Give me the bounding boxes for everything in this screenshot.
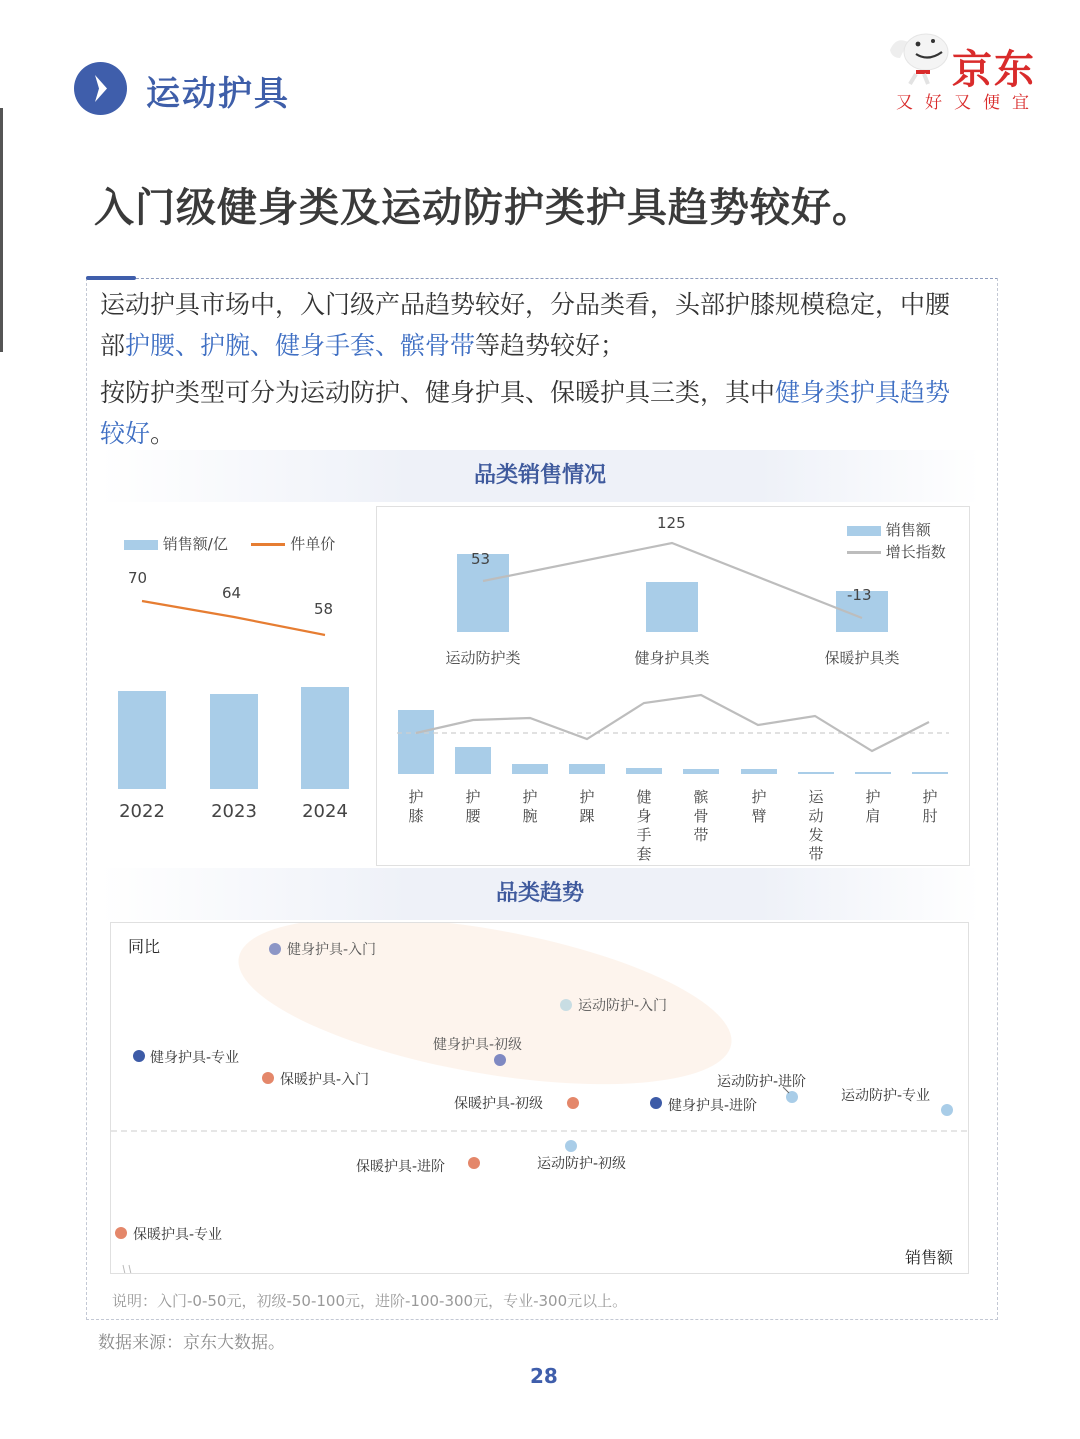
data-source: 数据来源：京东大数据。 (98, 1333, 285, 1353)
jd-mascot-icon (886, 30, 952, 90)
jd-logo-text: 京东 (952, 47, 1036, 93)
subcategory-label: 护膝 (408, 788, 424, 825)
year-label: 2023 (211, 801, 257, 822)
intro-text-plain: 运动护具市场中，入门级产品趋势较好，分品类看，头部护膝规模稳定，中腰部 (100, 290, 951, 360)
yearly-sales-chart (100, 505, 370, 845)
intro-paragraph-2 (100, 372, 970, 454)
section-trend-header (100, 868, 980, 920)
subcategory-label: 健身手套 (636, 788, 652, 863)
year-label: 2024 (302, 801, 348, 822)
price-label-2024: 58 (314, 600, 334, 618)
yearly-chart-plot (100, 505, 370, 845)
category-label: 健身护具类 (634, 649, 710, 667)
subcategory-label: 护踝 (579, 788, 595, 825)
subcategory-label: 护腰 (465, 788, 481, 825)
trend-scatter-chart (110, 922, 969, 1274)
price-tier-note: 说明：入门-0-50元，初级-50-100元，进阶-100-300元，专业-300元以上。 (112, 1292, 628, 1310)
jd-logo-slogan: 又好又便宜 (896, 93, 1041, 113)
legend-item-growth (847, 541, 946, 563)
scatter-point-label: 运动防护-入门 (578, 998, 668, 1014)
legend-line-label: 增长指数 (885, 543, 946, 561)
year-label: 2022 (119, 801, 165, 822)
category-label: 运动防护类 (445, 649, 521, 667)
scatter-point-label: 保暖护具-入门 (280, 1072, 370, 1088)
legend-line-swatch (847, 551, 881, 554)
scatter-point-label: 运动防护-初级 (537, 1156, 627, 1172)
scatter-point-label: 保暖护具-专业 (133, 1227, 223, 1243)
intro-text-plain: 。 (150, 419, 176, 448)
page-title: 入门级健身类及运动防护类护具趋势较好。 (94, 185, 873, 231)
page-number: 28 (530, 1364, 558, 1388)
subcategory-label: 护肩 (865, 788, 881, 825)
section-sales-header (100, 450, 980, 502)
growth-label-warm: -13 (847, 586, 872, 604)
price-label-2023: 64 (222, 584, 242, 602)
legend-item-sales (847, 519, 946, 541)
growth-label-fitness: 125 (657, 514, 686, 532)
intro-text-plain: 等趋势较好； (475, 331, 626, 360)
legend-bar-label: 销售额 (885, 521, 931, 539)
subcategory-label: 护腕 (522, 788, 538, 825)
intro-text-plain: 按防护类型可分为运动防护、健身护具、保暖护具三类，其中 (100, 378, 776, 407)
growth-label-sports: 53 (471, 550, 491, 568)
section-sales-title: 品类销售情况 (473, 463, 606, 488)
page-edge-rule (0, 108, 3, 352)
subcategory-label: 护臂 (751, 788, 767, 825)
x-axis-label: 销售额 (905, 1248, 954, 1267)
legend-bar-label: 销售额/亿 (162, 535, 228, 553)
price-label-2022: 70 (128, 569, 148, 587)
category-sales-box (376, 506, 970, 866)
subcategory-label: 护肘 (922, 788, 938, 825)
category-label: 保暖护具类 (824, 649, 900, 667)
scatter-point-label: 健身护具-入门 (287, 942, 377, 958)
section-trend-title: 品类趋势 (495, 881, 584, 906)
scatter-point-label: 保暖护具-进阶 (356, 1159, 446, 1175)
scatter-point-label: 健身护具-专业 (150, 1050, 240, 1066)
panel-accent-tab (86, 276, 136, 280)
intro-paragraph-1 (100, 284, 970, 366)
subcategory-label: 髌骨带 (693, 788, 709, 844)
scatter-point-label: 运动防护-进阶 (717, 1074, 807, 1090)
legend-line-label: 件单价 (290, 535, 336, 553)
legend-bar-swatch (847, 526, 881, 536)
chart2-legend (847, 519, 946, 563)
intro-text (100, 284, 970, 454)
scatter-point-label: 运动防护-专业 (841, 1088, 931, 1104)
chevron-right-icon (74, 62, 127, 115)
scatter-point-label: 保暖护具-初级 (454, 1096, 544, 1112)
subcategory-label: 运动发带 (808, 788, 824, 863)
scatter-point-label: 健身护具-进阶 (668, 1098, 758, 1114)
intro-highlight: 护腰、护腕、健身手套、髌骨带 (125, 331, 476, 360)
intro-highlight: 健身类护具趋势较好 (100, 378, 951, 448)
scatter-point-label: 健身护具-初级 (433, 1037, 523, 1053)
section-header-title: 运动护具 (146, 74, 290, 114)
y-axis-label: 同比 (128, 937, 161, 956)
